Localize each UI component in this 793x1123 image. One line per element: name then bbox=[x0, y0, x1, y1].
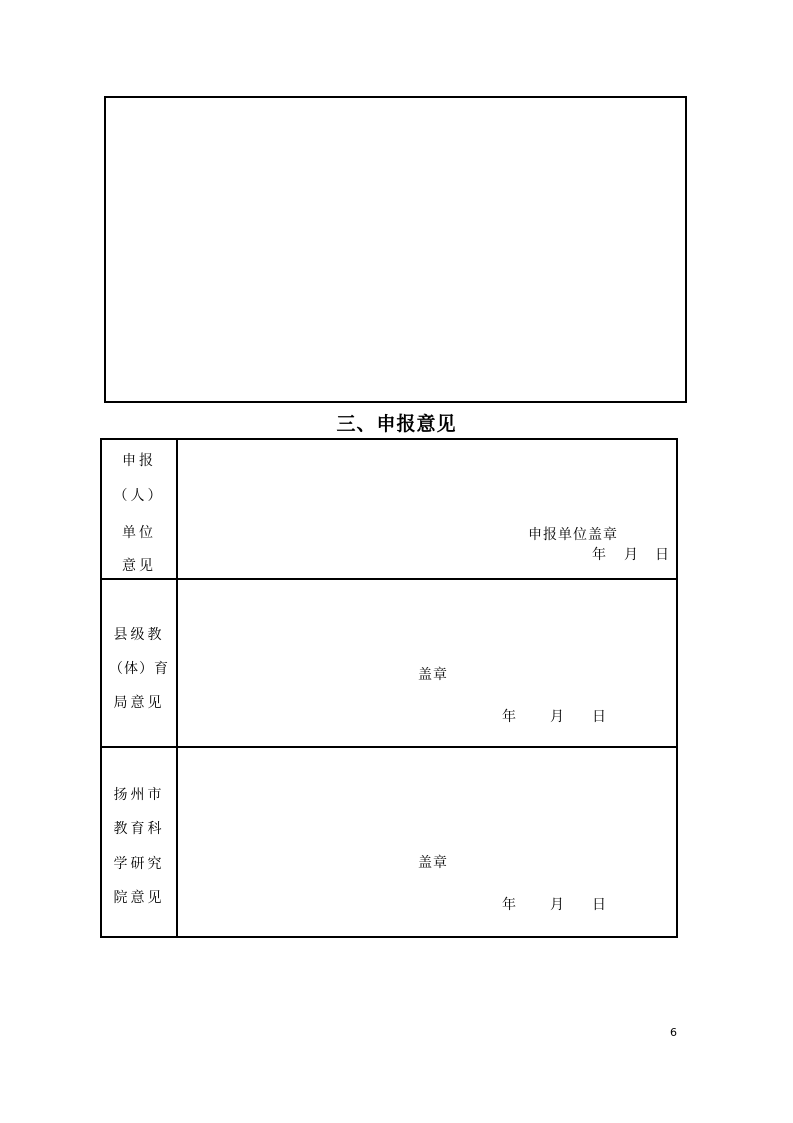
blank-content-box bbox=[104, 96, 687, 403]
row-label-line: 意见 bbox=[122, 558, 156, 574]
row-label-line: （体）育 bbox=[109, 661, 169, 677]
row-label-line: 学研究 bbox=[113, 856, 165, 872]
date-day-label: 日 bbox=[592, 897, 606, 913]
page-number: 6 bbox=[670, 1026, 677, 1039]
seal-label: 盖章 bbox=[418, 667, 448, 683]
row-label-line: 局意见 bbox=[113, 695, 165, 711]
date-day-label: 日 bbox=[592, 709, 606, 725]
date-day-label: 日 bbox=[655, 547, 669, 563]
date-year-label: 年 bbox=[502, 897, 516, 913]
section-title: 三、申报意见 bbox=[336, 413, 457, 435]
row-label-line: 申报 bbox=[122, 453, 156, 469]
seal-label: 申报单位盖章 bbox=[528, 527, 618, 543]
row-label-line: 单位 bbox=[122, 525, 156, 541]
row-label-line: 院意见 bbox=[113, 890, 165, 906]
row-label-cell bbox=[102, 748, 178, 936]
date-month-label: 月 bbox=[624, 547, 638, 563]
row-label-line: 教育科 bbox=[113, 821, 165, 837]
row-label-line: 扬州市 bbox=[113, 787, 165, 803]
row-label-cell bbox=[102, 580, 178, 746]
date-month-label: 月 bbox=[550, 897, 564, 913]
county-education-bureau-opinion-row bbox=[102, 580, 676, 748]
row-label-line: 县级教 bbox=[113, 627, 165, 643]
date-year-label: 年 bbox=[592, 547, 606, 563]
date-year-label: 年 bbox=[502, 709, 516, 725]
yangzhou-education-research-institute-opinion-row bbox=[102, 748, 676, 936]
date-month-label: 月 bbox=[550, 709, 564, 725]
applicant-unit-opinion-row bbox=[102, 440, 676, 580]
opinion-table bbox=[100, 438, 678, 938]
row-label-line: （人） bbox=[113, 488, 165, 504]
row-label-cell bbox=[102, 440, 178, 578]
seal-label: 盖章 bbox=[418, 855, 448, 871]
